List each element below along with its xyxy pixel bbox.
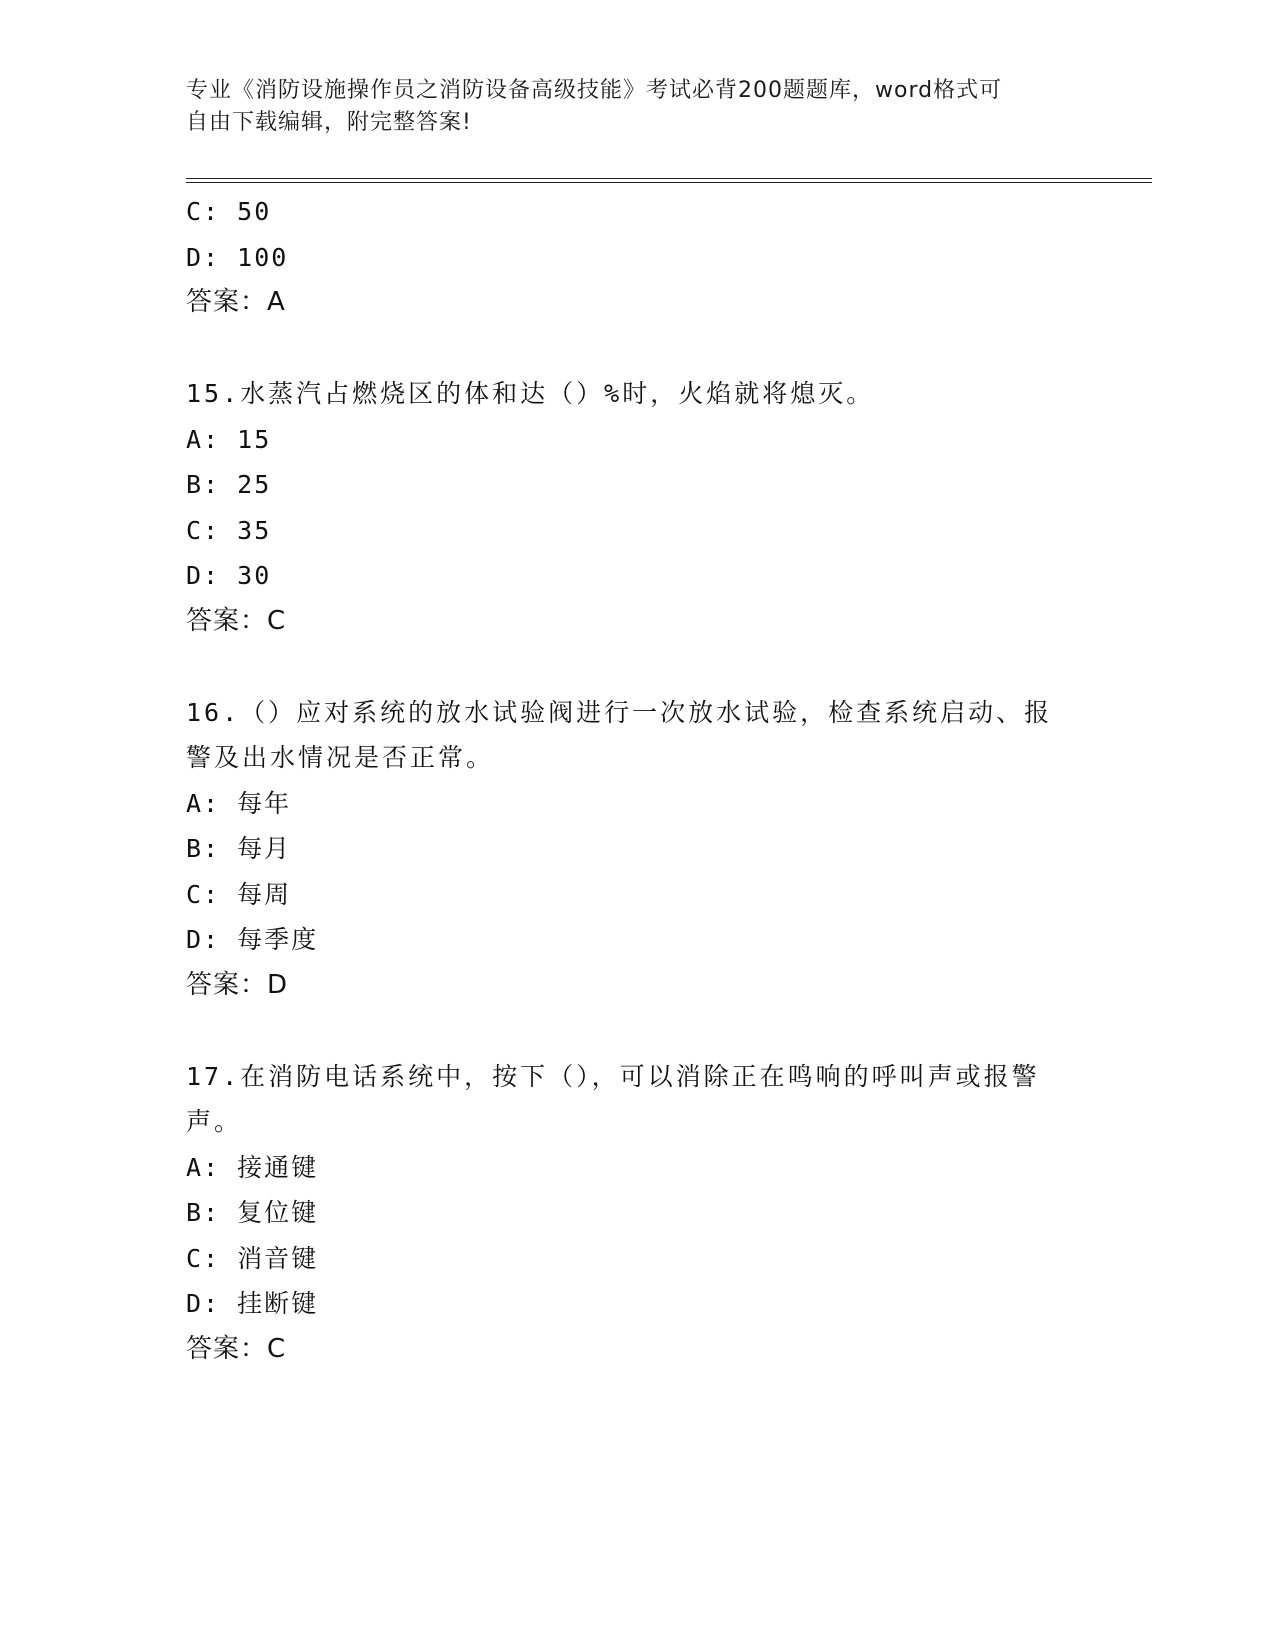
option-text: 每季度 (237, 925, 319, 954)
header-line-1: 专业《消防设施操作员之消防设备高级技能》考试必背200题题库，word格式可 (186, 78, 1003, 103)
question-content (186, 189, 1086, 1372)
option-b (186, 1190, 1086, 1236)
option-label: B: (186, 1198, 221, 1227)
question-15 (186, 371, 1086, 644)
option-label: D: (186, 925, 221, 954)
option-label: C: (186, 515, 221, 545)
header-divider-top (186, 178, 1152, 179)
answer-line: 答案：D (186, 969, 289, 1000)
option-a (186, 1145, 1086, 1191)
option-c (186, 872, 1086, 918)
option-a (186, 781, 1086, 827)
option-label: C: (186, 1243, 221, 1273)
option-d (186, 553, 1086, 599)
question-17 (186, 1054, 1086, 1373)
option-d (186, 1281, 1086, 1327)
option-c (186, 1236, 1086, 1282)
spacer (186, 326, 1086, 372)
option-label: D: (186, 1289, 221, 1318)
option-label: D: (186, 242, 221, 272)
question-16 (186, 690, 1086, 1009)
document-header (186, 75, 1066, 139)
option-b (186, 826, 1086, 872)
option-text: 35 (237, 515, 272, 545)
option-d (186, 917, 1086, 963)
option-d (186, 235, 1086, 281)
option-text: 挂断键 (237, 1289, 319, 1318)
option-label: A: (186, 424, 221, 454)
question-stem: 16.（）应对系统的放水试验阀进行一次放水试验，检查系统启动、报警及出水情况是否正常。 (186, 697, 1053, 772)
option-text: 每年 (237, 788, 292, 818)
question-14-continuation (186, 189, 1086, 326)
answer-line: 答案：C (186, 1333, 287, 1364)
option-text: 30 (237, 561, 272, 590)
option-label: C: (186, 879, 221, 909)
spacer (186, 1008, 1086, 1054)
option-text: 接通键 (237, 1152, 319, 1182)
option-text: 每月 (237, 834, 292, 863)
option-c (186, 508, 1086, 554)
option-text: 15 (237, 424, 272, 454)
option-text: 每周 (237, 879, 292, 909)
option-label: A: (186, 788, 221, 818)
question-stem: 17.在消防电话系统中，按下（），可以消除正在鸣响的呼叫声或报警声。 (186, 1061, 1040, 1136)
option-label: D: (186, 561, 221, 590)
option-label: B: (186, 834, 221, 863)
option-label: C: (186, 197, 221, 226)
option-text: 50 (237, 197, 272, 226)
option-text: 100 (237, 242, 289, 272)
option-label: B: (186, 470, 221, 499)
answer-line: 答案：C (186, 605, 287, 636)
option-text: 复位键 (237, 1198, 319, 1227)
header-line-2: 自由下载编辑，附完整答案! (186, 110, 472, 135)
option-b (186, 462, 1086, 508)
answer-line: 答案：A (186, 287, 286, 317)
question-stem: 15.水蒸汽占燃烧区的体和达（）%时，火焰就将熄灭。 (186, 379, 875, 408)
option-text: 25 (237, 470, 272, 499)
spacer (186, 644, 1086, 690)
option-a (186, 417, 1086, 463)
header-divider-bottom (186, 182, 1152, 183)
option-label: A: (186, 1152, 221, 1182)
option-text: 消音键 (237, 1243, 319, 1273)
option-c (186, 189, 1086, 235)
